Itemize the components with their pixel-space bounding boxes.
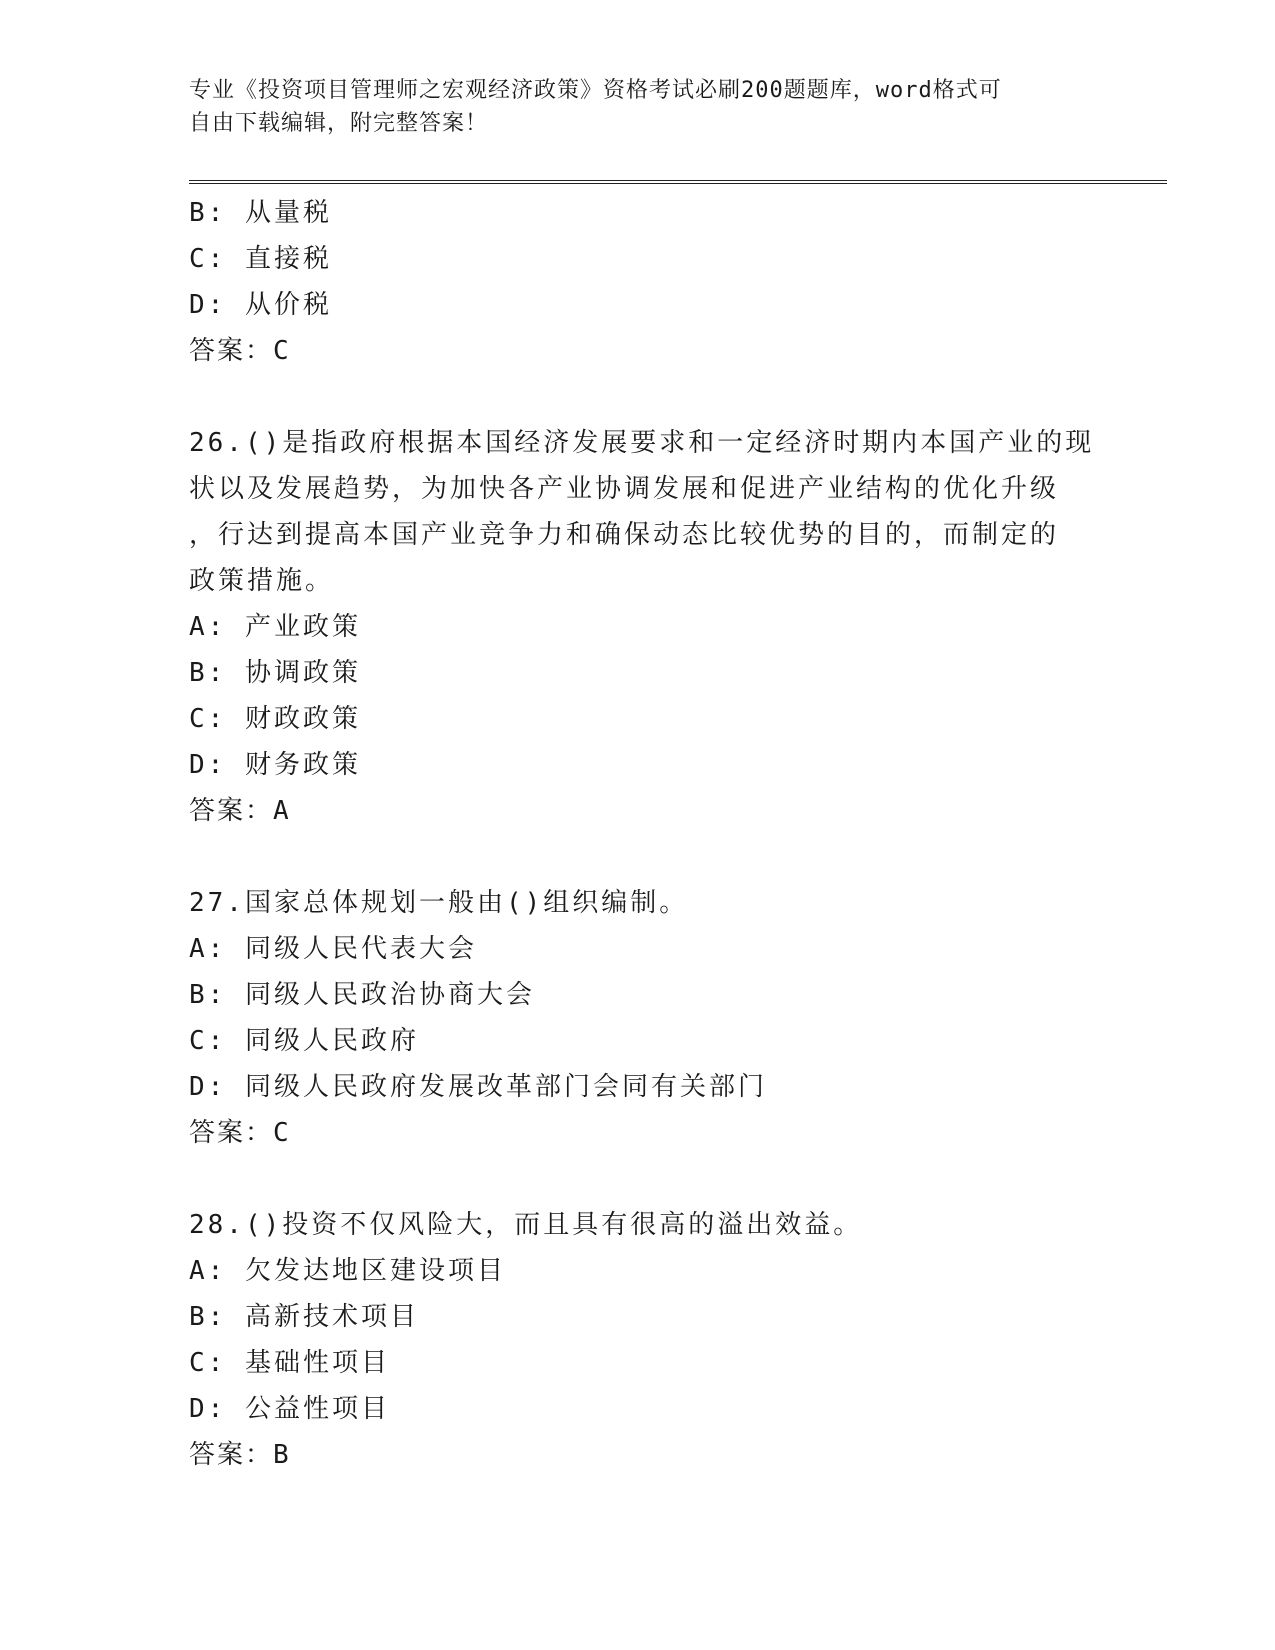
answer-label: 答案： — [189, 796, 274, 826]
option-text: 公益性项目 — [244, 1394, 390, 1424]
answer-value: C — [273, 336, 291, 366]
option-text: 同级人民政府 — [244, 1026, 419, 1056]
header-double-rule — [189, 180, 1167, 184]
option-d — [189, 1386, 1089, 1432]
option-letter: B: — [189, 1302, 227, 1332]
option-text: 财务政策 — [244, 750, 361, 780]
option-text: 基础性项目 — [244, 1348, 390, 1378]
question-text-line: 28.()投资不仅风险大，而且具有很高的溢出效益。 — [189, 1210, 863, 1240]
question-text-line: ，行达到提高本国产业竞争力和确保动态比较优势的目的，而制定的 — [189, 520, 1060, 550]
option-letter: D: — [189, 750, 227, 780]
option-c — [189, 1018, 1089, 1064]
option-a — [189, 604, 1089, 650]
question-26 — [189, 420, 1095, 834]
option-letter: C: — [189, 704, 227, 734]
option-text: 产业政策 — [244, 612, 361, 642]
question-28 — [189, 1202, 1089, 1478]
option-letter: C: — [189, 1348, 227, 1378]
answer-label: 答案： — [189, 1118, 274, 1148]
question-text-line: 政策措施。 — [189, 566, 335, 596]
header-line-1: 专业《投资项目管理师之宏观经济政策》资格考试必刷200题题库，word格式可 — [189, 78, 1002, 103]
answer-value: C — [273, 1118, 291, 1148]
option-letter: B: — [189, 980, 227, 1010]
option-d — [189, 1064, 1089, 1110]
option-b — [189, 190, 1089, 236]
option-letter: A: — [189, 612, 227, 642]
option-text: 同级人民政府发展改革部门会同有关部门 — [244, 1072, 767, 1102]
option-a — [189, 1248, 1089, 1294]
question-27 — [189, 880, 1089, 1156]
option-a — [189, 926, 1089, 972]
option-letter: D: — [189, 290, 227, 320]
answer-line — [189, 1432, 1089, 1478]
option-c — [189, 236, 1089, 282]
option-b — [189, 972, 1089, 1018]
option-d — [189, 742, 1089, 788]
option-b — [189, 1294, 1089, 1340]
option-letter: B: — [189, 198, 227, 228]
answer-value: B — [273, 1440, 291, 1470]
option-text: 从量税 — [244, 198, 332, 228]
question-text-line: 27.国家总体规划一般由()组织编制。 — [189, 888, 689, 918]
document-body — [189, 190, 1095, 1478]
option-letter: C: — [189, 1026, 227, 1056]
answer-label: 答案： — [189, 1440, 274, 1470]
page-header — [189, 74, 1069, 140]
question-text — [189, 1202, 1089, 1248]
option-letter: A: — [189, 1256, 227, 1286]
option-text: 财政政策 — [244, 704, 361, 734]
option-letter: C: — [189, 244, 227, 274]
question-text-line: 状以及发展趋势，为加快各产业协调发展和促进产业结构的优化升级 — [189, 474, 1060, 504]
option-text: 直接税 — [244, 244, 332, 274]
option-letter: A: — [189, 934, 227, 964]
option-b — [189, 650, 1089, 696]
answer-label: 答案： — [189, 336, 274, 366]
answer-line — [189, 788, 1089, 834]
answer-value: A — [273, 796, 291, 826]
option-text: 欠发达地区建设项目 — [244, 1256, 506, 1286]
answer-line — [189, 1110, 1089, 1156]
option-c — [189, 696, 1089, 742]
answer-line — [189, 328, 1089, 374]
header-line-2: 自由下载编辑，附完整答案！ — [189, 111, 489, 136]
question-text — [189, 880, 1089, 926]
question-text — [189, 420, 1095, 604]
option-letter: D: — [189, 1394, 227, 1424]
option-text: 协调政策 — [244, 658, 361, 688]
option-text: 高新技术项目 — [244, 1302, 419, 1332]
option-letter: D: — [189, 1072, 227, 1102]
option-d — [189, 282, 1089, 328]
option-c — [189, 1340, 1089, 1386]
option-text: 同级人民政治协商大会 — [244, 980, 535, 1010]
option-letter: B: — [189, 658, 227, 688]
question-text-line: 26.()是指政府根据本国经济发展要求和一定经济时期内本国产业的现 — [189, 428, 1095, 458]
option-text: 从价税 — [244, 290, 332, 320]
option-text: 同级人民代表大会 — [244, 934, 477, 964]
prev-question-block — [189, 190, 1089, 374]
